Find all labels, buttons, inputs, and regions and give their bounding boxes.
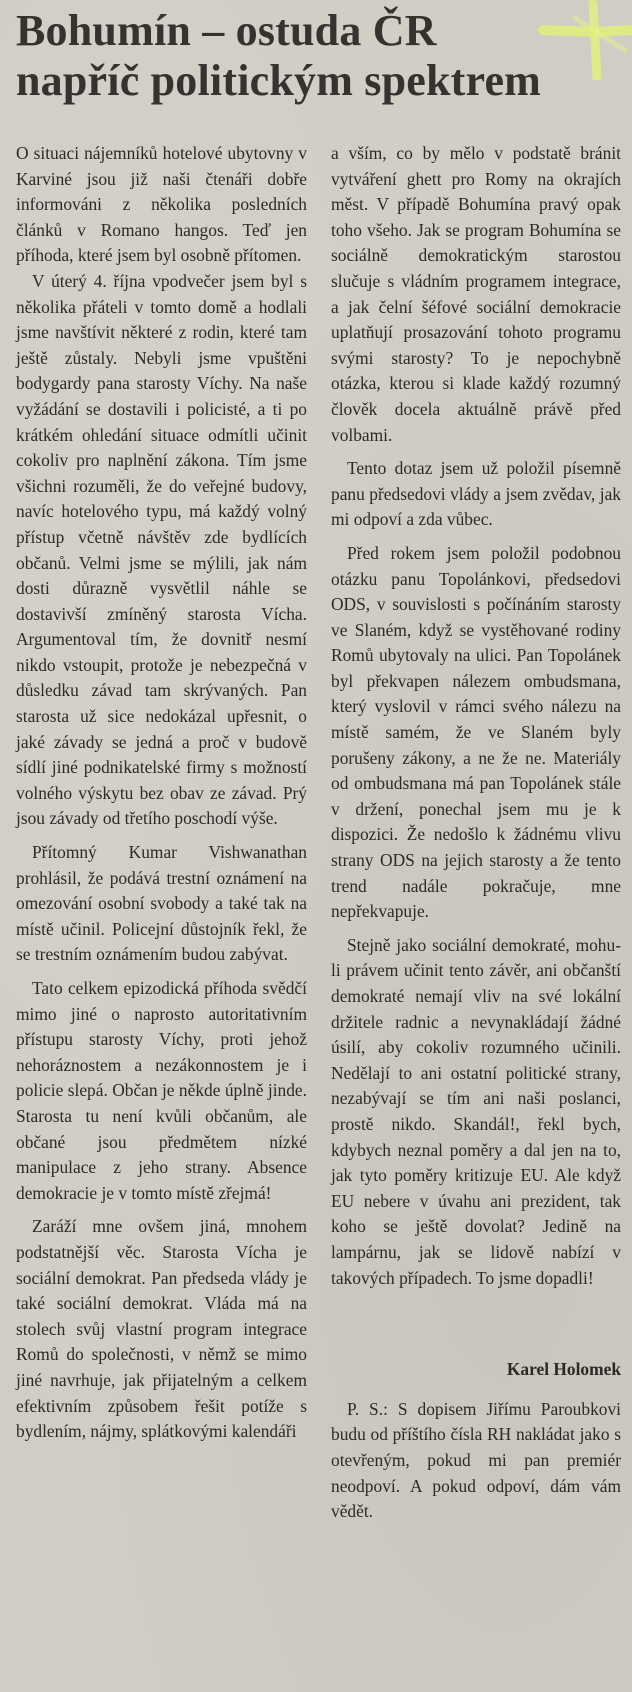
paragraph: Tento dotaz jsem už položil písemně panu předsedovi vlády a jsem zvědav, jak mi odpoví a zda vůbec. [331,458,621,530]
paragraph: V úterý 4. října vpodvečer jsem byl s několika přáteli v tomto domě a hodlali jsme navštívit některé z rodin, které tam ještě zůstaly. Nebyli jsme vpuštěni bodygardy pana starosty Víchy. Na naše vyžádání se dostavili i policisté, a ti po krátkém ohledání situace odmítli učinit cokoliv pro naplnění zákona. Tím jsme všichni rozuměli, že do veřejné budovy, navíc hotelového typu, má každý volný přístup včetně návštěv zde bydlících občanů. Velmi jsme se mýlili, jak nám dosti důrazně vysvětlil náhle se dostavivší zmíněný starosta Vícha. Argumentoval tím, že dovnitř nesmí nikdo vstoupit, protože je nebezpečná v důsledku závad tam skrývaných. Pan starosta už sice nedokázal upřesnit, o jaké závady se jedná a proč v budově sídlí jiné podnikatelské firmy s možností volného výskytu bez obav ze závad. Prý jsou závady od třetího poschodí výše. [16,270,307,829]
paragraph: a vším, co by mělo v podstatě bránit vytváření ghett pro Romy na okrajích měst. V případě Bohumína pravý opak toho všeho. Jak se program Bohumína se sociálně demokratickým starostou slučuje s vládním programem integrace, a jak čelní šéfové sociální demokracie uplatňují prosazování tohoto programu svými starosty? To je nepochybně otázka, kterou si klade každý rozumný člověk docela aktuálně právě před volbami. [331,143,621,445]
article-column-left [16,141,307,1445]
article-column-right [331,141,621,1525]
paragraph: Přítomný Kumar Vishwanathan prohlásil, že podává trestní oznámení na omezování osobní svobody a také tak na místě učinil. Policejní důstojník řekl, že se trestním oznámením budou zabývat. [16,842,307,965]
author-signature: Karel Holomek [506,1359,621,1380]
paragraph: Zaráží mne ovšem jiná, mnohem podstatnější věc. Starosta Vícha je sociální demokrat. Pan předseda vlády je také sociální demokrat. Vláda má na stolech svůj vlastní program integrace Romů do společnosti, v němž se mimo jiné navrhuje, jak přijatelným a celkem efektivním způsobem řešit potíže s bydlením, nájmy, splátkovými kalendáři [16,1216,307,1442]
paragraph: Před rokem jsem položil podobnou otázku panu Topolánkovi, předsedovi ODS, v souvislosti s počínáním starosty ve Slaném, když se vystěhované rodiny Romů ubytovaly na ulici. Pan Topolánek byl překvapen nálezem ombudsmana, který vyslovil v rámci svého nálezu na místě samém, že ve Slaném byly porušeny zákony, a ne že ne. Materiály od ombudsmana má pan Topolánek stále v držení, ponechal jsem mu je k dispozici. Že nedošlo k žádnému vlivu strany ODS na jejich starosty a že tento trend nadále pokračuje, mne nepřekvapuje. [331,542,621,922]
paragraph: O situaci nájemníků hotelové ubytovny v Karviné jsou již naši čtenáři dobře informováni z několika posledních článků v Romano hangos. Teď jen příhoda, které jsem byl osobně přítomen. [16,143,307,266]
headline-line-2: napříč politickým spektrem [16,56,542,105]
postscript: P. S.: S dopisem Jiřímu Paroubkovi budu od příštího čísla RH nakládat jako s otevřeným, pokud mi pan premiér neodpoví. A pokud odpoví, dám vám vědět. [331,1398,621,1522]
paragraph: Stejně jako sociální demokraté, mohu-li právem učinit tento závěr, ani občanští demokraté nemají vliv na své lokální držitele radnic a nevynakládají žádné úsilí, aby cokoliv rozumného učinili. Nedělají to ani ostatní politické strany, nezabývají se tím ani naši poslanci, prostě nikdo. Skandál!, řekl bych, kdybych neznal poměry a dal jen na to, jak tyto poměry kritizuje EU. Ale když EU nebere v úvahu ani prezident, tak koho se ještě dovolat? Jedině na lampárnu, jak se lidově nabízí v takových případech. To jsme dopadli! [331,934,621,1288]
paragraph: Tato celkem epizodická příhoda svědčí mimo jiné o naprosto autoritativním přístupu starosty Víchy, proti jehož nehoráznostem a nezákonnostem je i policie slepá. Občan je někde úplně jinde. Starosta tu není kvůli občanům, ale občané jsou předmětem nízké manipulace z jeho strany. Absence demokracie je v tomto místě zřejmá! [16,978,307,1203]
article-headline [16,6,616,106]
headline-line-1: Bohumín – ostuda ČR [16,6,437,55]
